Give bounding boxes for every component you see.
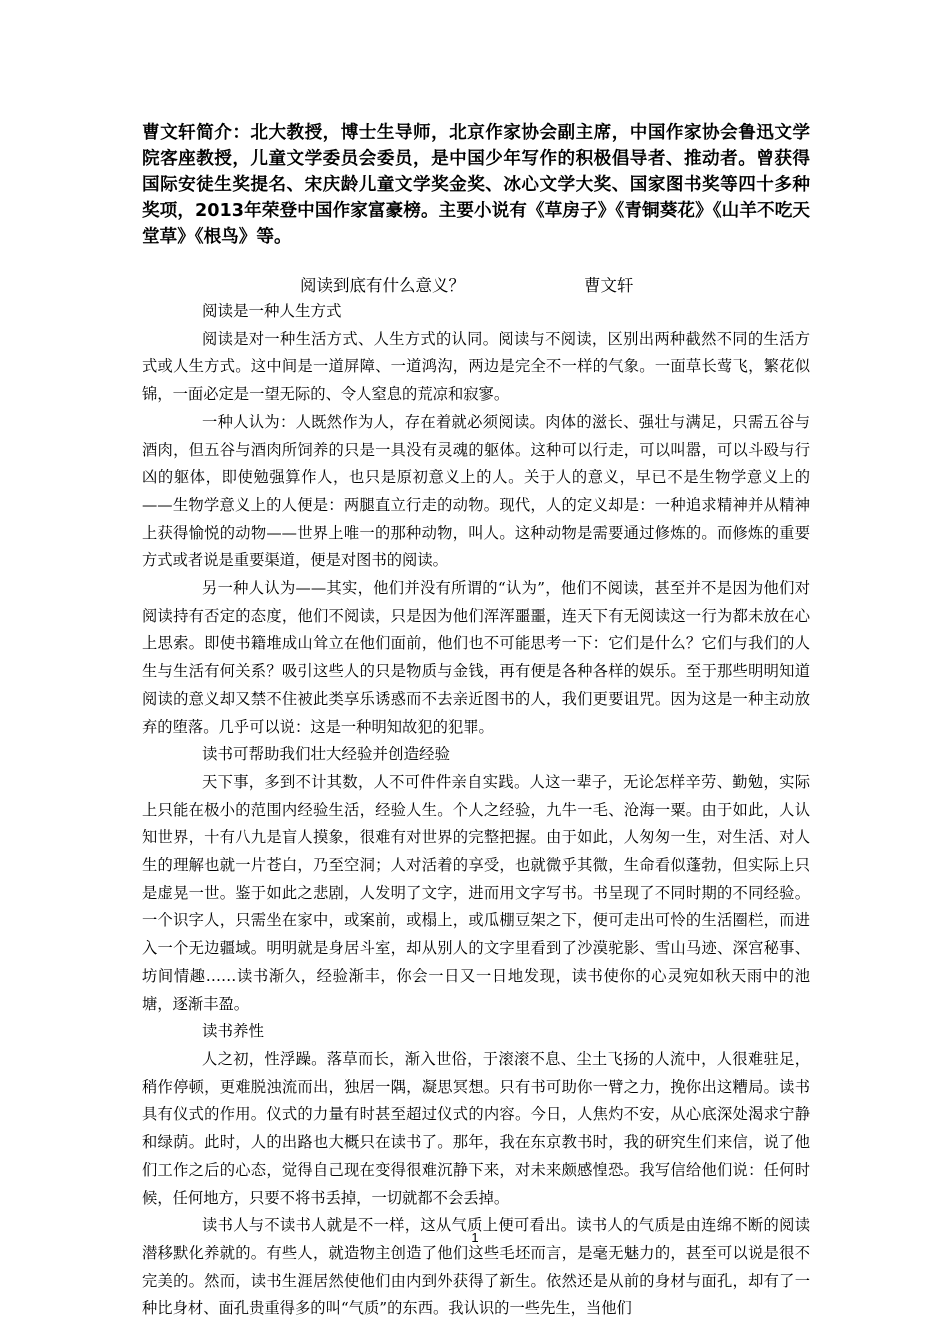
paragraph: 读书人与不读书人就是不一样，这从气质上便可看出。读书人的气质是由连绵不断的阅读潜移默化养就的。有些人，就造物主创造了他们这些毛坯而言，是毫无魅力的，甚至可以说是很不完美的。然而，读书生涯居然使他们由内到外获得了新生。依然还是从前的身材与面孔，却有了一种比身材、面孔贵重得多的叫“气质”的东西。我认识的一些先生，当他们 (142, 1216, 810, 1318)
article-body (142, 298, 810, 1323)
section-heading: 读书可帮助我们壮大经验并创造经验 (202, 745, 451, 764)
article-author: 曹文轩 (584, 276, 634, 295)
paragraph: 另一种人认为——其实，他们并没有所谓的“认为”，他们不阅读，甚至并不是因为他们对阅读持有否定的态度，他们不阅读，只是因为他们浑浑噩噩，连天下有无阅读这一行为都未放在心上思索。即使书籍堆成山耸立在他们面前，他们也不可能思考一下：它们是什么？它们与我们的人生与生活有何关系？吸引这些人的只是物质与金钱，再有便是各种各样的娱乐。至于那些明明知道阅读的意义却又禁不住被此类享乐诱惑而不去亲近图书的人，我们更要诅咒。因为这是一种主动放弃的堕落。几乎可以说：这是一种明知故犯的犯罪。 (142, 579, 810, 736)
paragraph: 人之初，性浮躁。落草而长，渐入世俗，于滚滚不息、尘土飞扬的人流中，人很难驻足，稍作停顿，更难脱浊流而出，独居一隅，凝思冥想。只有书可助你一臂之力，挽你出这糟局。读书具有仪式的作用。仪式的力量有时甚至超过仪式的内容。今日，人焦灼不安，从心底深处渴求宁静和绿荫。此时，人的出路也大概只在读书了。那年，我在东京教书时，我的研究生们来信，说了他们工作之后的心态，觉得自己现在变得很难沉静下来，对未来颇感惶恐。我写信给他们说：任何时候，任何地方，只要不将书丢掉，一切就都不会丢掉。 (142, 1049, 810, 1207)
article-header (0, 272, 950, 298)
article-title: 阅读到底有什么意义？ (300, 276, 465, 295)
paragraph: 一种人认为：人既然作为人，存在着就必须阅读。肉体的滋长、强壮与满足，只需五谷与酒肉，但五谷与酒肉所饲养的只是一具没有灵魂的躯体。这种可以行走，可以叫嚣，可以斗殴与行凶的躯体，即使勉强算作人，也只是原初意义上的人。关于人的意义，早已不是生物学意义上的——生物学意义上的人便是：两腿直立行走的动物。现代，人的定义却是：一种追求精神并从精神上获得愉悦的动物——世界上唯一的那种动物，叫人。这种动物是需要通过修炼的。而修炼的重要方式或者说是重要渠道，便是对图书的阅读。 (142, 412, 810, 570)
author-intro: 曹文轩简介：北大教授，博士生导师，北京作家协会副主席，中国作家协会鲁迅文学院客座教授，儿童文学委员会委员，是中国少年写作的积极倡导者、推动者。曾获得国际安徒生奖提名、宋庆龄儿童文学奖金奖、冰心文学大奖、国家图书奖等四十多种奖项，2013年荣登中国作家富豪榜。主要小说有《草房子》《青铜葵花》《山羊不吃天堂草》《根鸟》等。 (142, 123, 810, 247)
section-heading: 读书养性 (202, 1022, 265, 1041)
page-number: 1 (471, 1230, 479, 1245)
paragraph: 阅读是对一种生活方式、人生方式的认同。阅读与不阅读，区别出两种截然不同的生活方式或人生方式。这中间是一道屏障、一道鸿沟，两边是完全不一样的气象。一面草长莺飞，繁花似锦，一面必定是一望无际的、令人窒息的荒凉和寂寥。 (142, 329, 810, 404)
paragraph: 天下事，多到不计其数，人不可件件亲自实践。人这一辈子，无论怎样辛劳、勤勉，实际上只能在极小的范围内经验生活，经验人生。个人之经验，九牛一毛、沧海一粟。由于如此，人认知世界，十有八九是盲人摸象，很难有对世界的完整把握。由于如此，人匆匆一生，对生活、对人生的理解也就一片苍白，乃至空洞；人对活着的享受，也就微乎其微，生命看似蓬勃，但实际上只是虚晃一世。鉴于如此之悲剧，人发明了文字，进而用文字写书。书呈现了不同时期的不同经验。一个识字人，只需坐在家中，或案前，或榻上，或瓜棚豆架之下，便可走出可怜的生活圈栏，而进入一个无边疆域。明明就是身居斗室，却从别人的文字里看到了沙漠驼影、雪山马迹、深宫秘事、坊间情趣……读书渐久，经验渐丰，你会一日又一日地发现，读书使你的心灵宛如秋天雨中的池塘，逐渐丰盈。 (142, 772, 810, 1013)
section-heading: 阅读是一种人生方式 (202, 302, 342, 320)
